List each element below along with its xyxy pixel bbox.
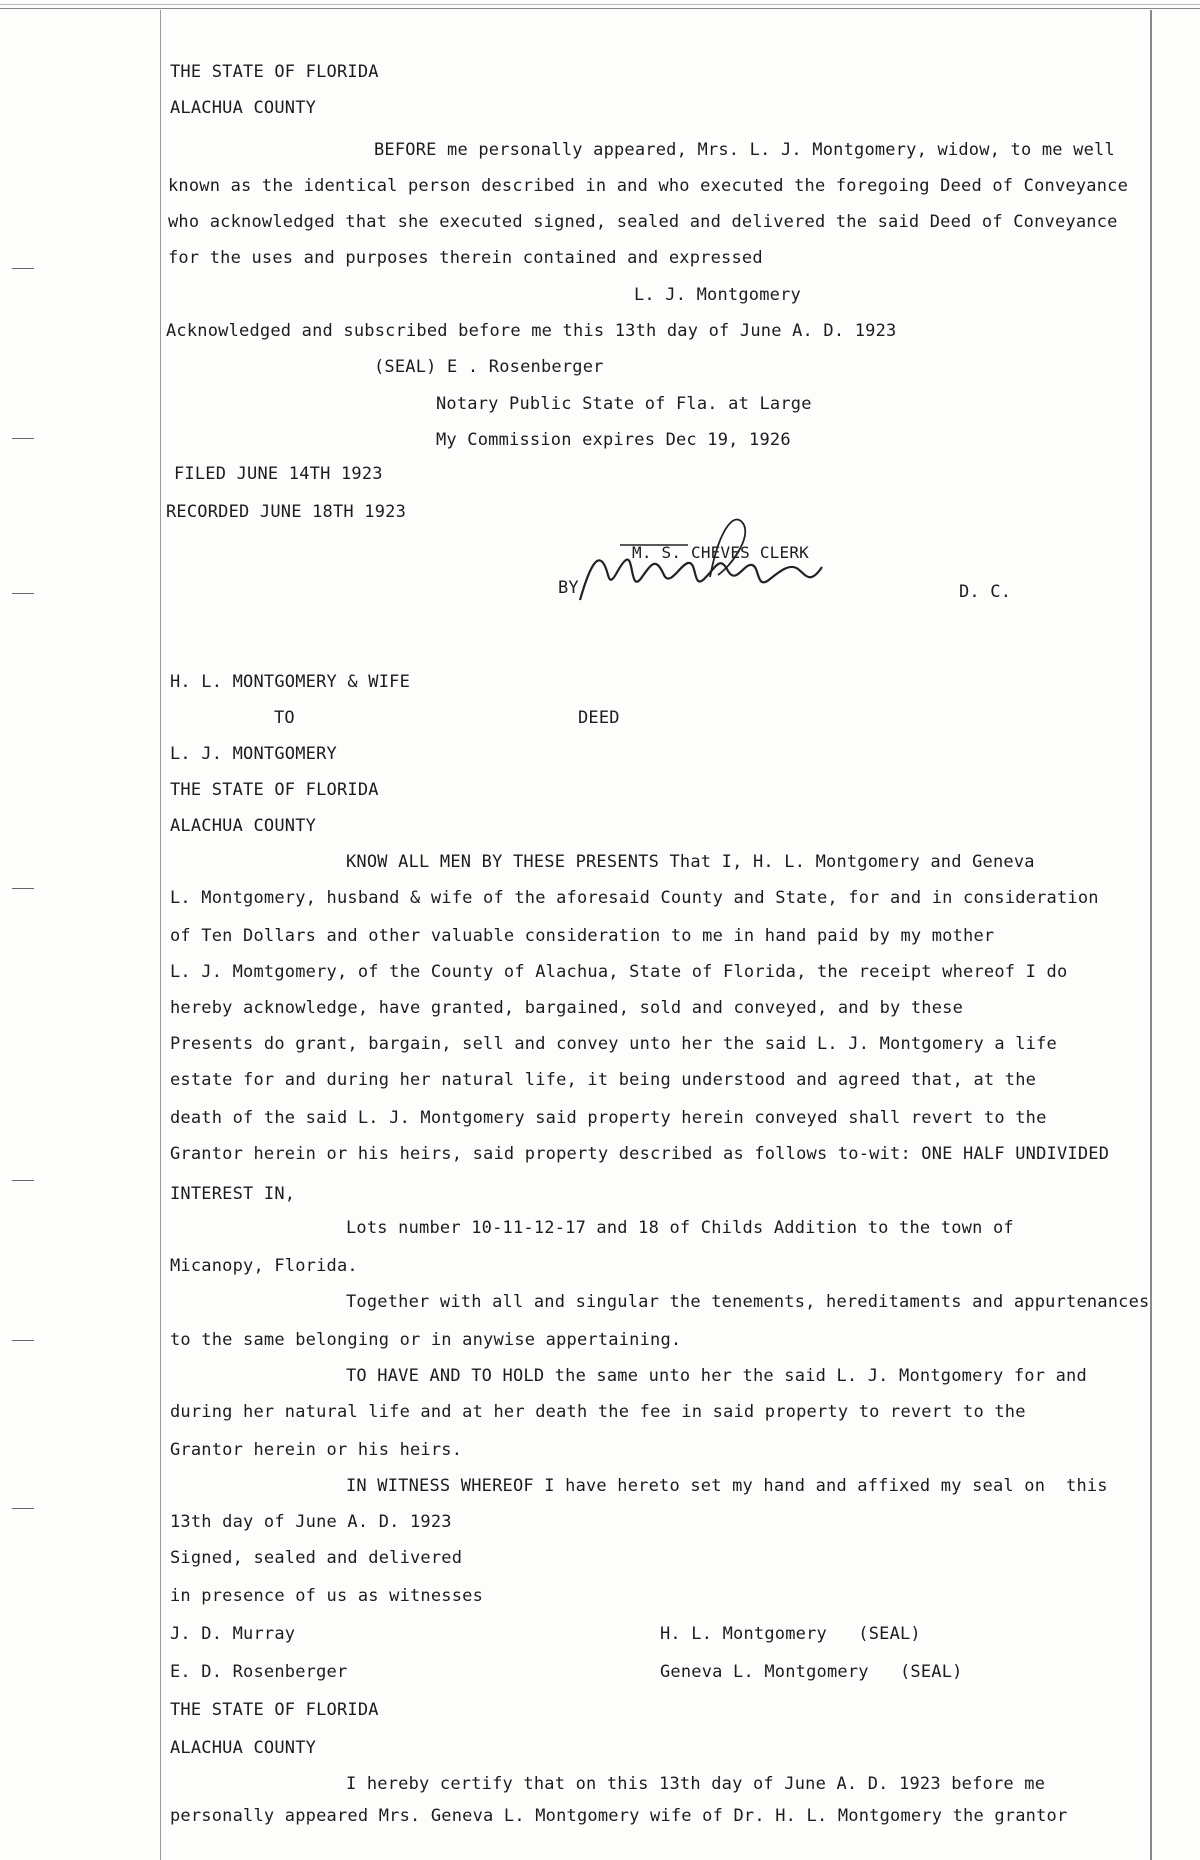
binding-mark [12,888,34,889]
deputy-clerk-label: D. C. [959,582,1012,602]
state-heading: THE STATE OF FLORIDA [170,62,379,82]
binding-mark [12,1340,34,1341]
top-border-line [0,8,1200,9]
certificate-line: I hereby certify that on this 13th day of June A. D. 1923 before me [346,1774,1046,1794]
binding-mark [12,268,34,269]
deed-line: INTEREST IN, [170,1184,296,1204]
deed-line: 13th day of June A. D. 1923 [170,1512,452,1532]
deed-line: Grantor herein or his heirs. [170,1440,463,1460]
deed-line: estate for and during her natural life, it being understood and agreed that, at the [170,1070,1037,1090]
binding-mark [12,438,34,439]
filed-date: FILED JUNE 14TH 1923 [174,464,383,484]
deed-line: in presence of us as witnesses [170,1586,484,1606]
state-heading: THE STATE OF FLORIDA [170,780,379,800]
county-heading: ALACHUA COUNTY [170,816,317,836]
county-heading: ALACHUA COUNTY [170,98,317,118]
by-label: BY [558,578,579,598]
right-margin-line [1150,10,1152,1860]
grantee-party: L. J. MONTGOMERY [170,744,337,764]
paragraph-line: known as the identical person described in and who executed the foregoing Deed of Conveyance [168,176,1129,196]
deed-line: IN WITNESS WHEREOF I have hereto set my hand and affixed my seal on this [346,1476,1108,1496]
state-heading: THE STATE OF FLORIDA [170,1700,379,1720]
deed-line: to the same belonging or in anywise appertaining. [170,1330,682,1350]
deed-line: KNOW ALL MEN BY THESE PRESENTS That I, H. L. Montgomery and Geneva [346,852,1035,872]
deed-line: Together with all and singular the tenements, hereditaments and appurtenances [346,1292,1150,1312]
commission-expiry: My Commission expires Dec 19, 1926 [436,430,791,450]
grantor-signature: Geneva L. Montgomery (SEAL) [660,1662,963,1682]
paragraph-line: BEFORE me personally appeared, Mrs. L. J. Montgomery, widow, to me well [374,140,1115,160]
deed-line: hereby acknowledge, have granted, bargained, sold and conveyed, and by these [170,998,964,1018]
deed-line: L. J. Momtgomery, of the County of Alachua, State of Florida, the receipt whereof I do [170,962,1068,982]
county-heading: ALACHUA COUNTY [170,1738,317,1758]
certificate-line: personally appeared Mrs. Geneva L. Montgomery wife of Dr. H. L. Montgomery the grantor [170,1806,1068,1826]
witness-name: E. D. Rosenberger [170,1662,348,1682]
acknowledgment-line: Acknowledged and subscribed before me this 13th day of June A. D. 1923 [166,321,897,341]
deed-line: Grantor herein or his heirs, said property described as follows to-wit: ONE HALF UNDIVIDED [170,1144,1110,1164]
deed-line: during her natural life and at her death the fee in said property to revert to the [170,1402,1026,1422]
grantor-party: H. L. MONTGOMERY & WIFE [170,672,411,692]
deed-line: TO HAVE AND TO HOLD the same unto her the said L. J. Montgomery for and [346,1366,1087,1386]
notary-title: Notary Public State of Fla. at Large [436,394,812,414]
binding-mark [12,593,34,594]
paragraph-line: who acknowledged that she executed signed, sealed and delivered the said Deed of Conveyance [168,212,1118,232]
deputy-clerk-signature [560,505,850,615]
paragraph-line: for the uses and purposes therein contained and expressed [168,248,763,268]
deed-line: Presents do grant, bargain, sell and convey unto her the said L. J. Montgomery a life [170,1034,1057,1054]
deed-line: Signed, sealed and delivered [170,1548,463,1568]
witness-name: J. D. Murray [170,1624,296,1644]
deed-line: of Ten Dollars and other valuable consideration to me in hand paid by my mother [170,926,995,946]
left-margin-line [160,10,161,1860]
recorded-date: RECORDED JUNE 18TH 1923 [166,502,407,522]
deed-label: DEED [578,708,620,728]
to-label: TO [274,708,295,728]
binding-mark [12,1180,34,1181]
clerk-stamp: M. S. CHEVES CLERK [632,543,809,562]
deed-line: Micanopy, Florida. [170,1256,358,1276]
top-edge-line [0,4,1200,5]
notary-seal-signature: (SEAL) E . Rosenberger [374,357,604,377]
deed-line: death of the said L. J. Montgomery said property herein conveyed shall revert to the [170,1108,1047,1128]
signer-name: L. J. Montgomery [634,285,801,305]
binding-mark [12,1508,34,1509]
deed-line: L. Montgomery, husband & wife of the aforesaid County and State, for and in consideration [170,888,1099,908]
deed-line: Lots number 10-11-12-17 and 18 of Childs Addition to the town of [346,1218,1014,1238]
grantor-signature: H. L. Montgomery (SEAL) [660,1624,921,1644]
